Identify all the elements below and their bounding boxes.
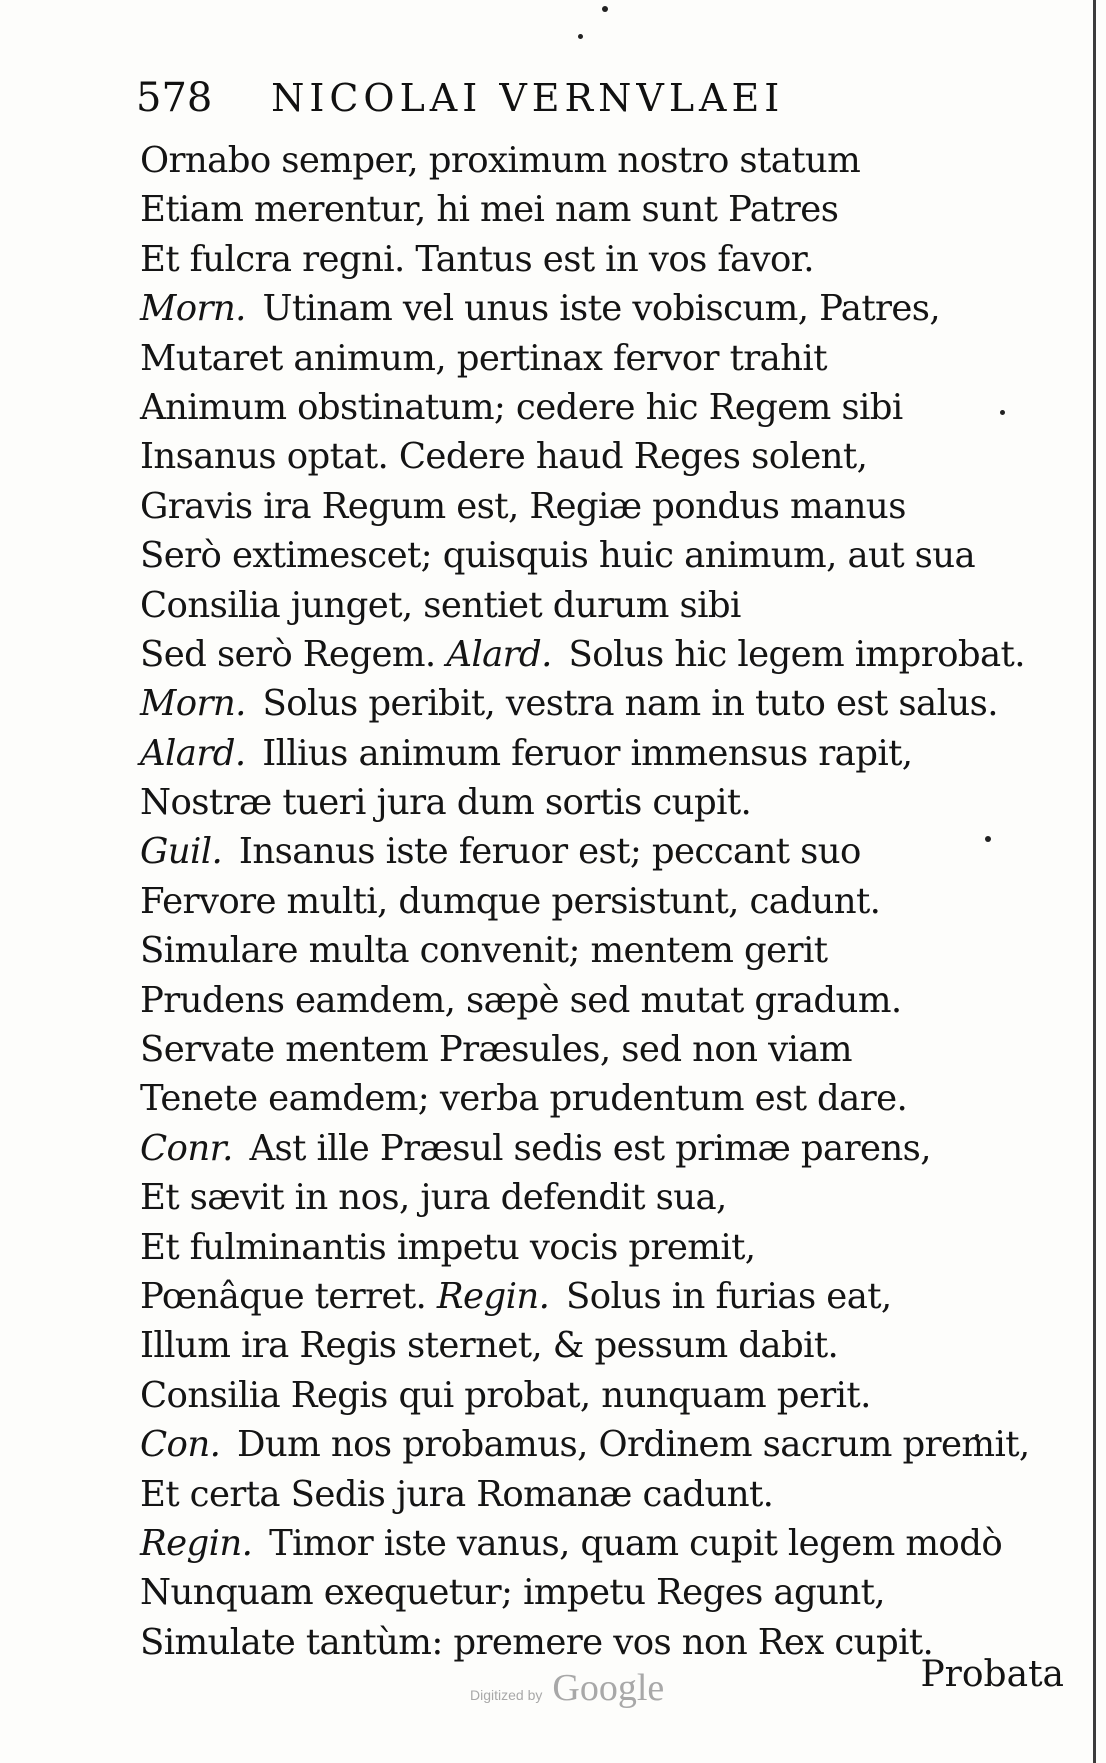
verse-line [140, 976, 1080, 1025]
verse-line [140, 334, 1080, 383]
google-logo: Google [552, 1667, 665, 1709]
line-text: Insanus iste feruor est; peccant suo [238, 831, 861, 873]
digitized-watermark [470, 1666, 664, 1710]
verse-line [140, 877, 1080, 926]
line-text: Nostræ tueri jura dum sortis cupit. [140, 782, 752, 824]
line-text: Etiam merentur, hi mei nam sunt Patres [140, 189, 839, 231]
line-text: Consilia junget, sentiet durum sibi [140, 584, 741, 626]
verse-line [140, 1519, 1080, 1568]
speaker-label: Morn. [140, 683, 246, 725]
running-title: NICOLAI VERNVLAEI [271, 76, 785, 120]
verse-line [140, 1173, 1080, 1222]
speaker-label: Regin. [140, 1522, 253, 1564]
page-number: 578 [136, 75, 213, 121]
ink-speck [578, 34, 583, 39]
verse-line [140, 1470, 1080, 1519]
line-text: Illum ira Regis sternet, & pessum dabit. [140, 1325, 839, 1367]
line-text: Tenete eamdem; verba prudentum est dare. [140, 1078, 908, 1120]
line-text: Dum nos probamus, Ordinem sacrum premit, [236, 1424, 1030, 1466]
verse-line [140, 284, 1080, 333]
verse-line [140, 1420, 1080, 1469]
line-text: Prudens eamdem, sæpè sed mutat gradum. [140, 979, 902, 1021]
verse-line [140, 827, 1080, 876]
line-text: Et certa Sedis jura Romanæ cadunt. [140, 1473, 774, 1515]
line-text: Ornabo semper, proximum nostro statum [140, 140, 861, 181]
line-text: Et sævit in nos, jura defendit sua, [140, 1177, 727, 1219]
running-header [136, 75, 785, 121]
line-text: Et fulminantis impetu vocis premit, [140, 1226, 756, 1268]
verse-line [140, 679, 1080, 728]
line-text: Sed serò Regem. [140, 633, 436, 675]
line-text: Ast ille Præsul sedis est primæ parens, [249, 1127, 931, 1169]
verse-text-block [140, 136, 1080, 1667]
line-text: Gravis ira Regum est, Regiæ pondus manus [140, 485, 906, 527]
verse-line [140, 630, 1080, 679]
speaker-label: Morn. [140, 288, 246, 330]
page-edge-shadow [1093, 0, 1096, 1763]
verse-line [140, 383, 1080, 432]
verse-line [140, 1568, 1080, 1617]
line-text: Mutaret animum, pertinax fervor trahit [140, 337, 827, 379]
verse-line [140, 581, 1080, 630]
verse-line [140, 1025, 1080, 1074]
verse-line [140, 926, 1080, 975]
line-text: Serò extimescet; quisquis huic animum, aut sua [140, 535, 976, 577]
line-text: Illius animum feruor immensus rapit, [262, 732, 913, 774]
line-text: Et fulcra regni. Tantus est in vos favor. [140, 238, 814, 280]
watermark-prefix: Digitized by [470, 1687, 543, 1703]
line-text: Servate mentem Præsules, sed non viam [140, 1029, 852, 1071]
verse-line [140, 1223, 1080, 1272]
verse-line [140, 482, 1080, 531]
verse-line [140, 1124, 1080, 1173]
speaker-label: Alard. [140, 732, 246, 774]
verse-line [140, 235, 1080, 284]
verse-line [140, 778, 1080, 827]
line-text: Solus in furias eat, [565, 1275, 892, 1317]
line-text: Timor iste vanus, quam cupit legem modò [269, 1522, 1003, 1564]
line-text: Consilia Regis qui probat, nunquam perit. [140, 1374, 871, 1416]
verse-line [140, 1321, 1080, 1370]
line-text: Solus hic legem improbat. [568, 633, 1025, 675]
line-text: Solus peribit, vestra nam in tuto est salus. [262, 683, 998, 725]
speaker-label: Alard. [446, 633, 552, 675]
verse-line [140, 185, 1080, 234]
verse-line [140, 1272, 1080, 1321]
line-text: Animum obstinatum; cedere hic Regem sibi [140, 386, 903, 428]
verse-line [140, 531, 1080, 580]
speaker-label: Con. [140, 1424, 221, 1466]
speaker-label: Conr. [140, 1127, 233, 1169]
line-text: Nunquam exequetur; impetu Reges agunt, [140, 1572, 885, 1614]
verse-line [140, 1371, 1080, 1420]
line-text: Insanus optat. Cedere haud Reges solent, [140, 436, 868, 478]
line-text: Fervore multi, dumque persistunt, cadunt. [140, 880, 881, 922]
catchword: Probata [920, 1654, 1064, 1695]
verse-line [140, 1074, 1080, 1123]
verse-line [140, 729, 1080, 778]
speaker-label: Guil. [140, 831, 223, 873]
line-text: Simulare multa convenit; mentem gerit [140, 930, 828, 972]
line-text: Utinam vel unus iste vobiscum, Patres, [262, 288, 941, 330]
verse-line [140, 136, 1080, 185]
ink-speck [602, 6, 608, 12]
verse-line [140, 432, 1080, 481]
speaker-label: Regin. [436, 1275, 550, 1317]
line-text: Pœnâque terret. [140, 1275, 427, 1317]
line-text: Simulate tantùm: premere vos non Rex cupit. [140, 1621, 934, 1663]
